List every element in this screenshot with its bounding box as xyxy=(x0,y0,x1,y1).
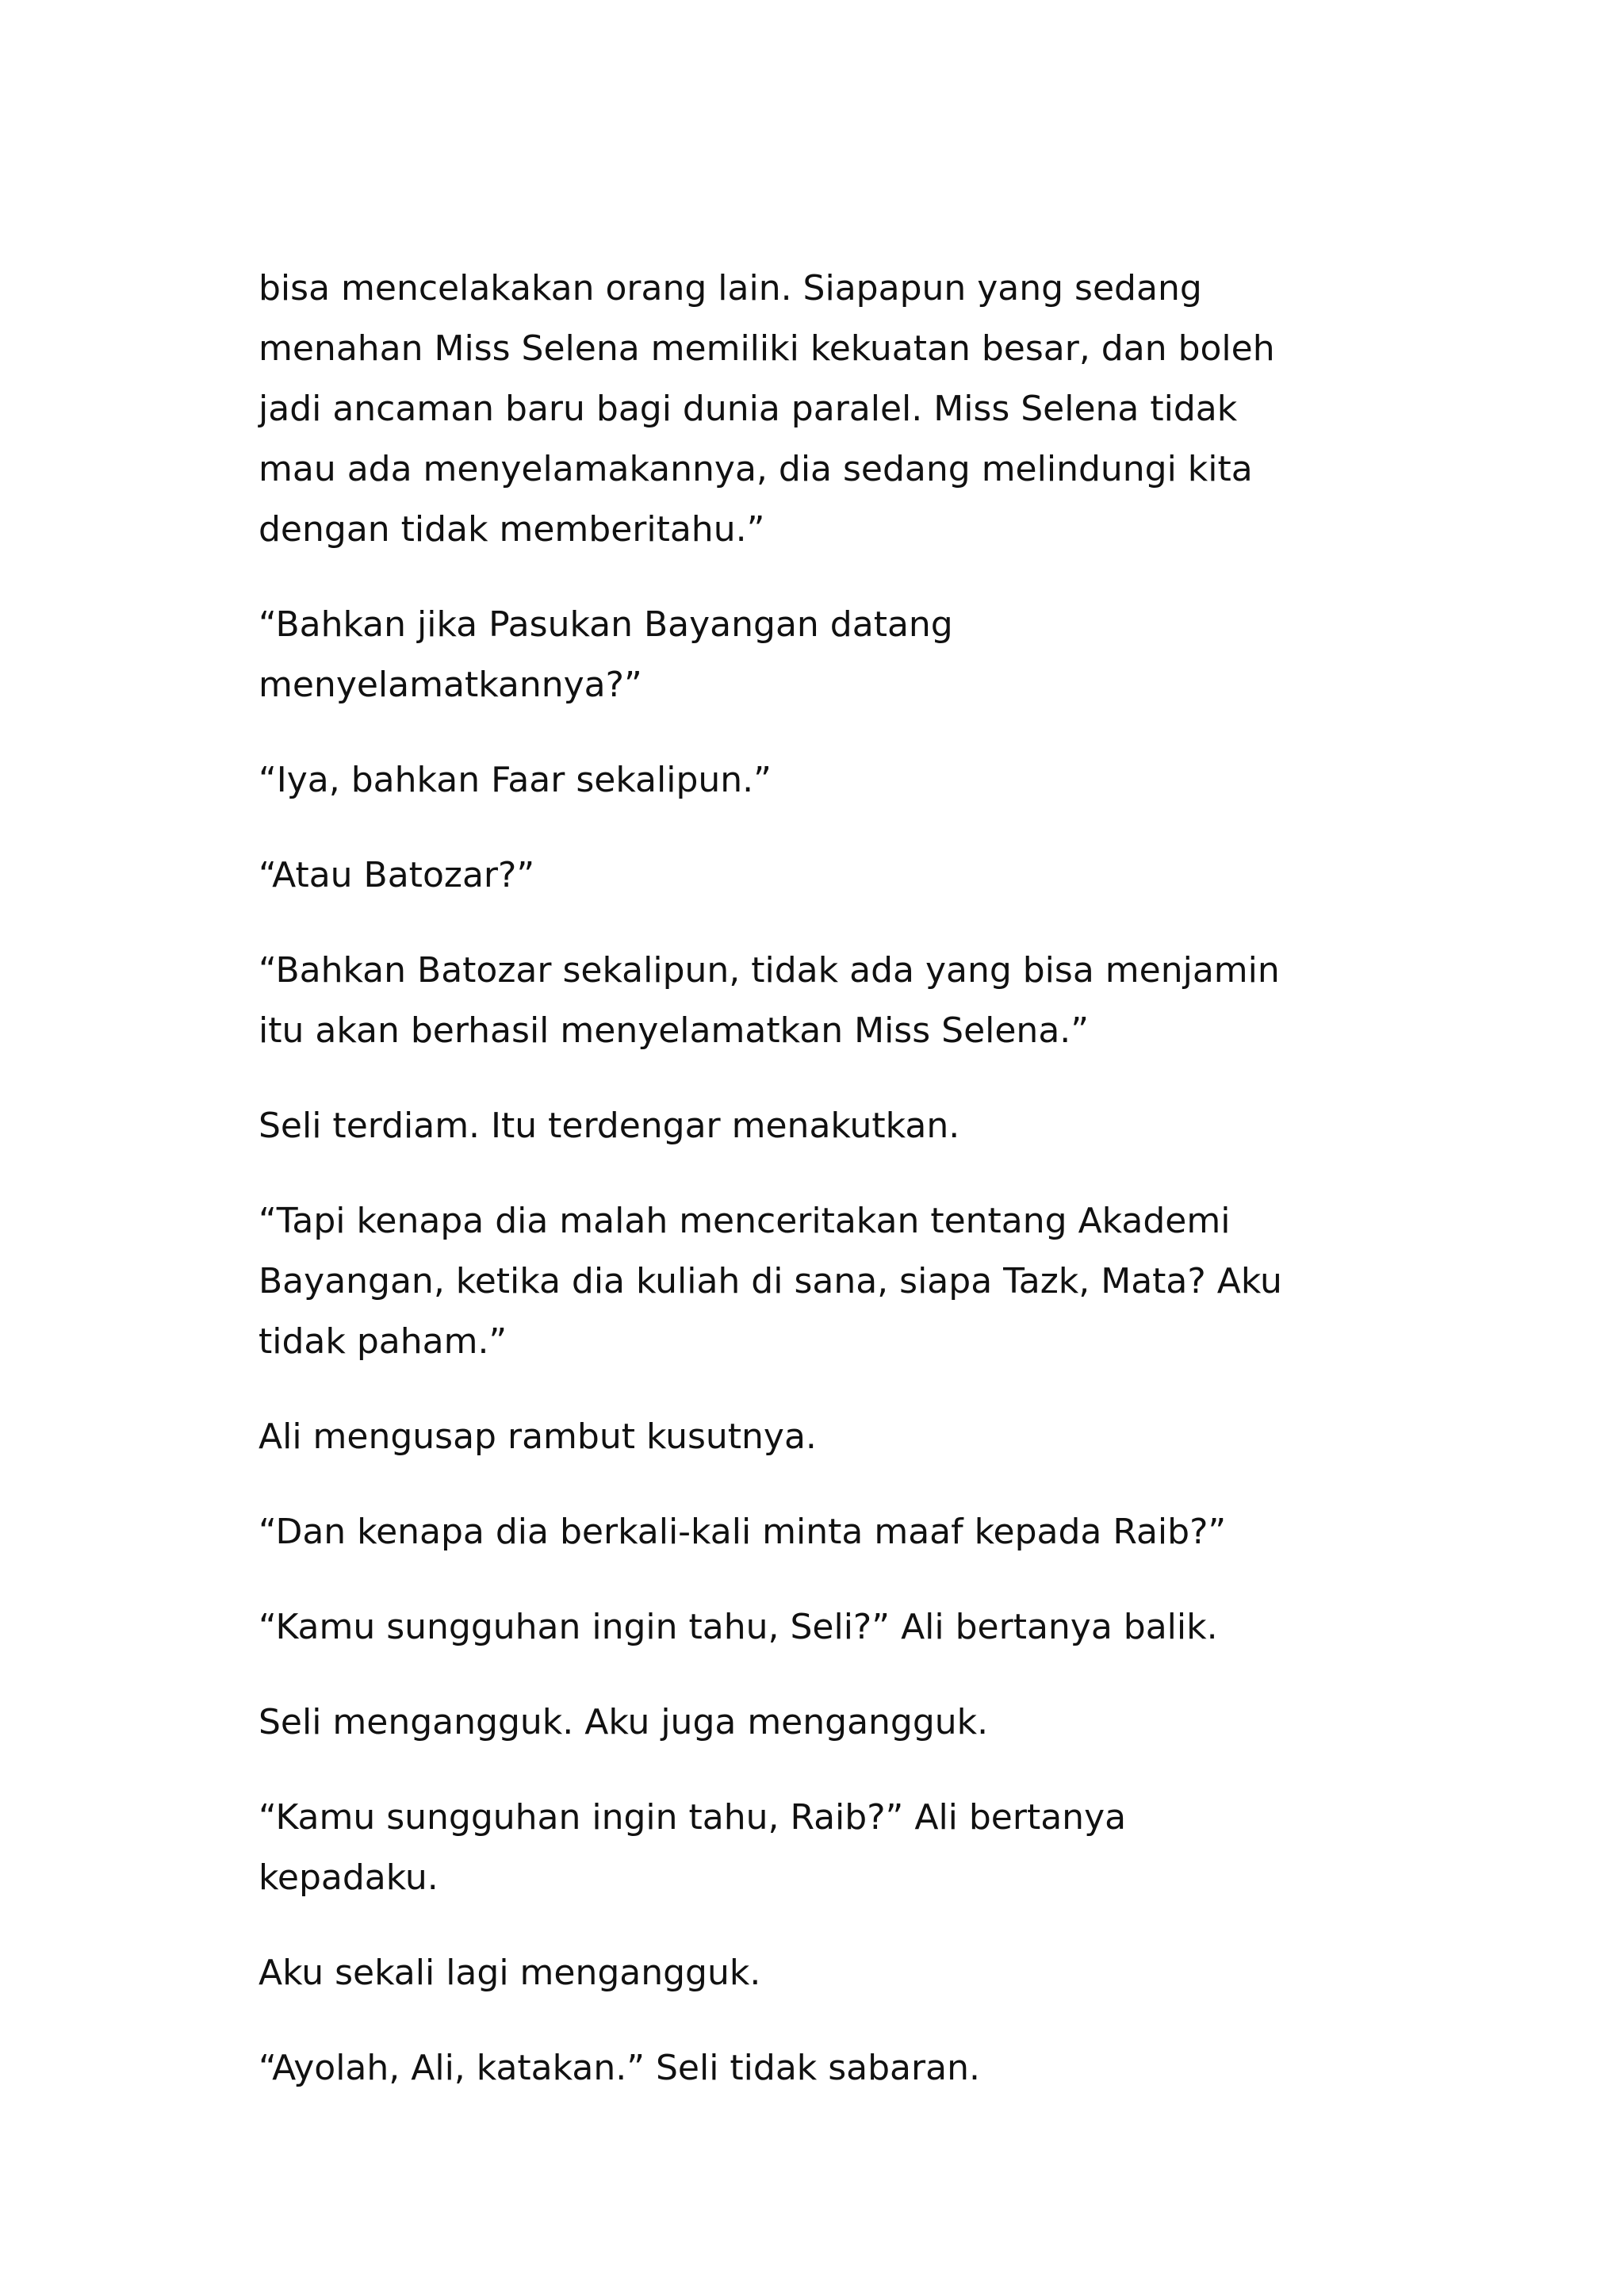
text-line: tidak paham.” xyxy=(259,1321,508,1362)
body-text xyxy=(259,259,1369,2133)
text-line: “Bahkan jika Pasukan Bayangan datang xyxy=(259,604,953,645)
text-line: menyelamatkannya?” xyxy=(259,665,642,705)
paragraph xyxy=(259,1943,1369,2003)
paragraph xyxy=(259,750,1369,811)
text-line: “Ayolah, Ali, katakan.” Seli tidak sabaran. xyxy=(259,2048,980,2088)
paragraph xyxy=(259,2038,1369,2099)
text-line: “Atau Batozar?” xyxy=(259,855,535,895)
text-line: Seli mengangguk. Aku juga mengangguk. xyxy=(259,1702,989,1742)
text-line: “Iya, bahkan Faar sekalipun.” xyxy=(259,760,772,800)
paragraph xyxy=(259,1692,1369,1753)
paragraph xyxy=(259,941,1369,1061)
text-line: Seli terdiam. Itu terdengar menakutkan. xyxy=(259,1106,960,1146)
text-line: menahan Miss Selena memiliki kekuatan besar, dan boleh xyxy=(259,328,1275,369)
paragraph xyxy=(259,595,1369,715)
text-line: “Kamu sungguhan ingin tahu, Seli?” Ali bertanya balik. xyxy=(259,1607,1218,1647)
text-line: mau ada menyelamakannya, dia sedang melindungi kita xyxy=(259,449,1253,489)
text-line: kepadaku. xyxy=(259,1857,439,1898)
text-line: Aku sekali lagi mengangguk. xyxy=(259,1953,761,1993)
paragraph xyxy=(259,1407,1369,1467)
paragraph xyxy=(259,845,1369,906)
text-line: Ali mengusap rambut kusutnya. xyxy=(259,1416,817,1457)
text-line: jadi ancaman baru bagi dunia paralel. Miss Selena tidak xyxy=(259,389,1238,429)
paragraph xyxy=(259,1502,1369,1562)
text-line: “Bahkan Batozar sekalipun, tidak ada yang bisa menjamin xyxy=(259,950,1280,991)
text-line: “Dan kenapa dia berkali-kali minta maaf kepada Raib?” xyxy=(259,1512,1227,1552)
text-line: dengan tidak memberitahu.” xyxy=(259,509,765,550)
paragraph xyxy=(259,1191,1369,1372)
paragraph xyxy=(259,259,1369,560)
text-line: bisa mencelakakan orang lain. Siapapun yang sedang xyxy=(259,268,1202,309)
text-line: “Tapi kenapa dia malah menceritakan tentang Akademi xyxy=(259,1201,1231,1241)
text-line: “Kamu sungguhan ingin tahu, Raib?” Ali bertanya xyxy=(259,1797,1127,1838)
text-line: itu akan berhasil menyelamatkan Miss Selena.” xyxy=(259,1010,1090,1051)
paragraph xyxy=(259,1788,1369,1908)
text-line: Bayangan, ketika dia kuliah di sana, siapa Tazk, Mata? Aku xyxy=(259,1261,1282,1301)
paragraph xyxy=(259,1096,1369,1156)
paragraph xyxy=(259,1597,1369,1658)
